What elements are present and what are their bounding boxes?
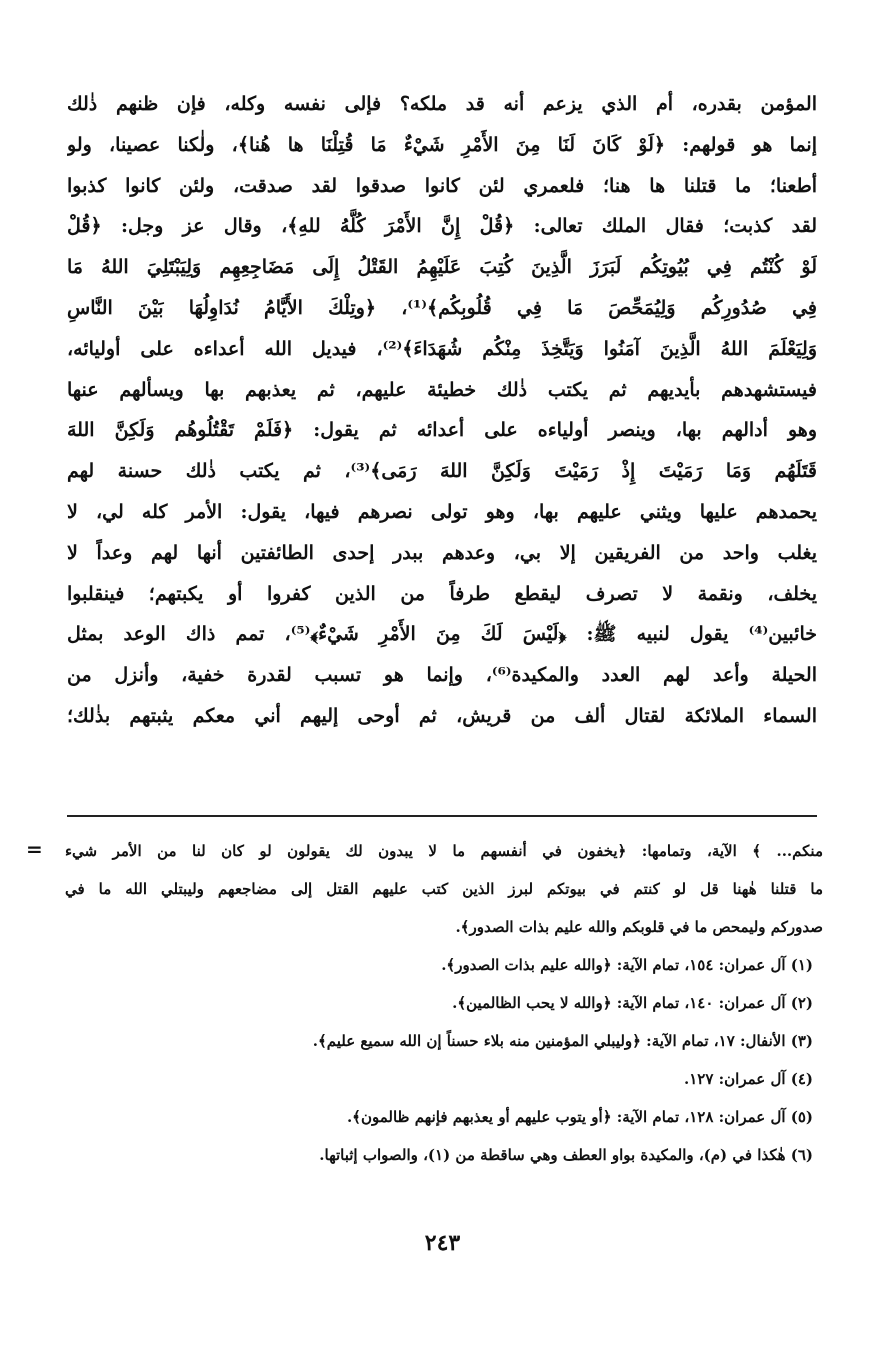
- footnote-2: (٢) آل عمران: ١٤٠، تمام الآية: ﴿والله لا يحب الظالمين﴾.: [452, 994, 813, 1012]
- page-number: ٢٤٣: [424, 1230, 461, 1256]
- main-text-line: وَلِيَعْلَمَ اللهُ الَّذِينَ آمَنُوا وَيَتَّخِذَ مِنْكُم شُهَدَاءَ﴾⁽²⁾، فيديل الله أعداءه على أوليائه،: [67, 337, 817, 360]
- main-text-line: يحمدهم عليها ويثني عليهم بها، وهو تولى نصرهم فيها، يقول: الأمر كله لي، لا: [67, 500, 817, 523]
- main-text-line: لقد كذبت؛ فقال الملك تعالى: ﴿قُلْ إِنَّ الأَمْرَ كُلَّهُ للهِ﴾، وقال عز وجل: ﴿قُلْ: [67, 215, 817, 238]
- main-text-line: فيستشهدهم بأيديهم ثم يكتب ذٰلك خطيئة عليهم، ثم يعذبهم بها ويسألهم عنها: [67, 378, 817, 401]
- main-text-line: يخلف، ونقمة لا تصرف ليقطع طرفاً من الذين كفروا أو يكبتهم؛ فينقلبوا: [67, 582, 817, 605]
- main-text-line: لَوْ كُنْتُم فِي بُيُوتِكُم لَبَرَزَ الَّذِينَ كُتِبَ عَلَيْهِمُ القَتْلُ إِلَى مَضَاجِعِهِم وَلِيَبْتَلِيَ اللهُ مَا: [67, 256, 817, 279]
- main-text-line: الحيلة وأعد لهم العدد والمكيدة⁽⁶⁾، وإنما هو تسبب لقدرة خفية، وأنزل من: [67, 664, 817, 687]
- main-text-line: خائبين⁽⁴⁾ يقول لنبيه ﷺ: ﴿لَيْسَ لَكَ مِنَ الأَمْرِ شَيْءٌ﴾⁽⁵⁾، تمم ذاك الوعد بمثل: [67, 623, 817, 646]
- main-text-line: إنما هو قولهم: ﴿لَوْ كَانَ لَنَا مِنَ الأَمْرِ شَيْءٌ مَا قُتِلْنَا ها هُنا﴾، ولٰكنا عصينا، ولو: [67, 133, 817, 156]
- main-text-line: وهو أدالهم بها، وينصر أولياءه على أعدائه ثم يقول: ﴿فَلَمْ تَقْتُلُوهُم وَلَكِنَّ اللهَ: [67, 419, 817, 442]
- footnote-1: (١) آل عمران: ١٥٤، تمام الآية: ﴿والله عليم بذات الصدور﴾.: [441, 956, 813, 974]
- footnote-continuation-line: ما قتلنا هٰهنا قل لو كنتم في بيوتكم لبرز الذين كتب عليهم القتل إلى مضاجعهم وليبتلي الله ما في: [65, 880, 823, 898]
- main-text-line: المؤمن بقدره، أم الذي يزعم أنه قد ملكه؟ فإلى نفسه وكله، فإن ظنهم ذٰلك: [67, 93, 817, 115]
- footnotes-section: [65, 832, 823, 1174]
- footnote-continuation-line: صدوركم وليمحص ما في قلوبكم والله عليم بذات الصدور﴾.: [455, 918, 823, 936]
- main-text-line: أطعنا؛ ما قتلنا ها هنا؛ فلعمري لئن كانوا صدقوا لقد صدقت، ولئن كانوا كذبوا: [67, 174, 817, 197]
- footnote-4: (٤) آل عمران: ١٢٧.: [683, 1070, 813, 1088]
- footnote-3: (٣) الأنفال: ١٧، تمام الآية: ﴿وليبلي المؤمنين منه بلاء حسناً إن الله سميع عليم﴾.: [312, 1032, 813, 1050]
- footnote-continuation-mark: =: [26, 837, 43, 861]
- main-text-line: قَتَلَهُم وَمَا رَمَيْتَ إِذْ رَمَيْتَ وَلَكِنَّ اللهَ رَمَى﴾⁽³⁾، ثم يكتب ذٰلك حسنة لهم: [67, 460, 817, 483]
- footnote-divider: [67, 815, 817, 817]
- footnote-5: (٥) آل عمران: ١٢٨، تمام الآية: ﴿أو يتوب عليهم أو يعذبهم فإنهم ظالمون﴾.: [346, 1108, 813, 1126]
- main-text-line: يغلب واحد من الفريقين إلا بي، وعدهم ببدر إحدى الطائفتين أنها لهم وعداً لا: [67, 541, 817, 564]
- footnote-6: (٦) هٰكذا في (م)، والمكيدة بواو العطف وهي ساقطة من (١)، والصواب إثباتها.: [319, 1146, 813, 1164]
- footnote-continuation-line: منكم... ﴾ الآية، وتمامها: ﴿يخفون في أنفسهم ما لا يبدون لك يقولون لو كان لنا من الأمر شيء: [65, 842, 823, 860]
- main-text: [67, 84, 817, 737]
- main-text-line: فِي صُدُورِكُم وَلِيُمَحِّصَ مَا فِي قُلُوبِكُم﴾⁽¹⁾، ﴿وتِلْكَ الأَيَّامُ نُدَاوِلُهَا بَيْنَ النَّاسِ: [67, 296, 817, 319]
- main-text-line: السماء الملائكة لقتال ألف من قريش، ثم أوحى إليهم أني معكم يثبتهم بذٰلك؛: [67, 704, 817, 727]
